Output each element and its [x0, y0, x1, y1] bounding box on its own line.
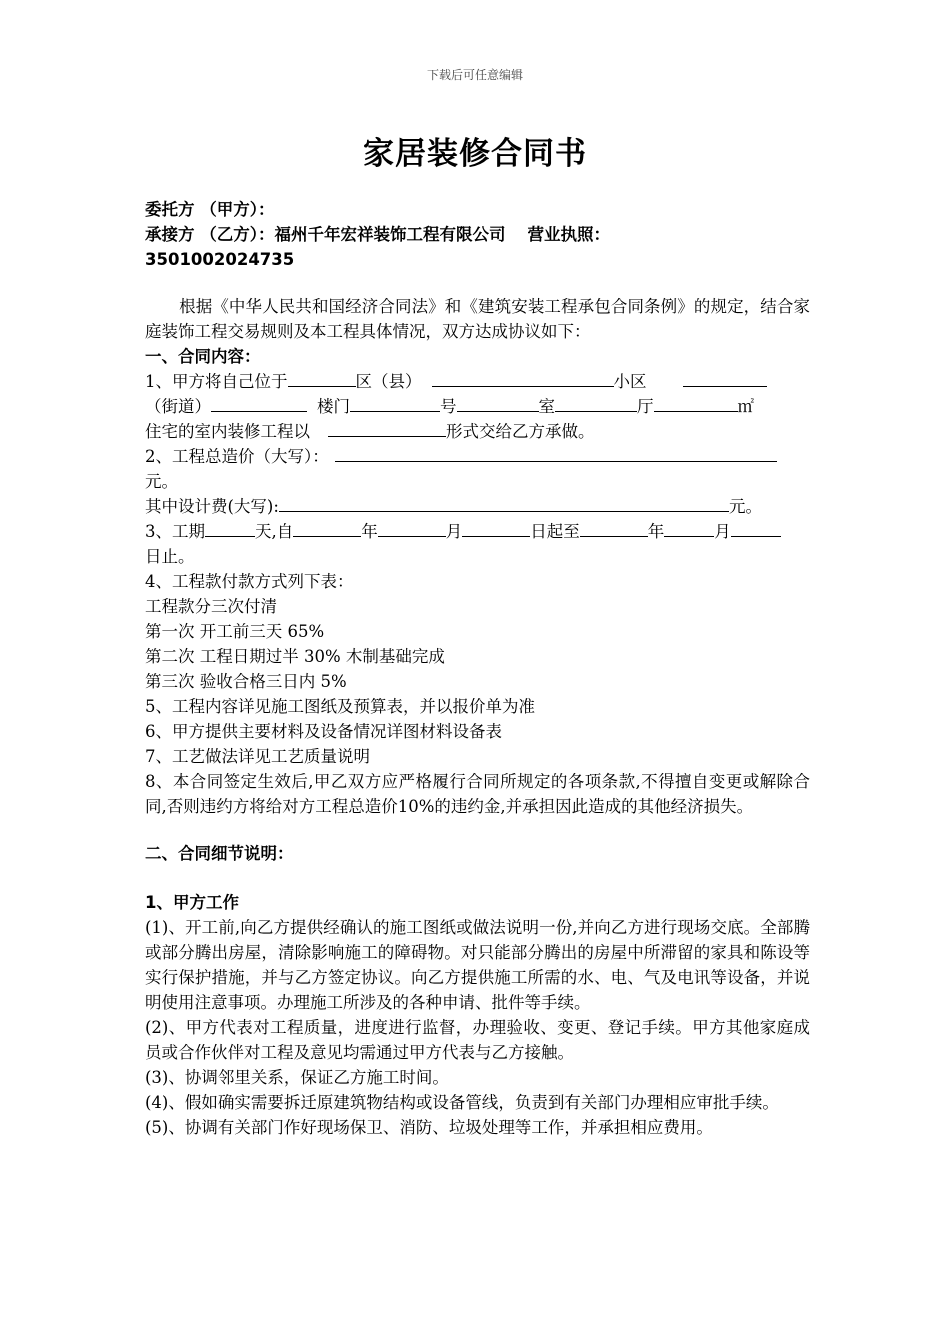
section1-heading: 一、合同内容：	[145, 347, 261, 366]
design-fee-label: 其中设计费(大写):	[145, 497, 279, 516]
item1-text: （街道）	[145, 397, 211, 416]
item1-text: 号	[440, 397, 457, 416]
item1-text: 区（县）	[355, 372, 422, 391]
item2-line1	[145, 444, 810, 469]
item1-text: 楼门	[317, 397, 350, 416]
blank-start-year	[293, 519, 361, 537]
blank-community	[432, 369, 614, 387]
payment-heading: 4、工程款付款方式列下表：	[145, 572, 354, 591]
blank-start-day	[462, 519, 530, 537]
period-text: 年	[647, 522, 665, 541]
payment-row: 第一次 开工前三天 65%	[145, 622, 325, 641]
blank-days	[205, 519, 255, 537]
blank-design-fee	[279, 494, 729, 512]
design-fee-unit: 元。	[728, 497, 762, 516]
blank-room	[555, 394, 637, 412]
period-text: 月	[714, 522, 731, 541]
intro-paragraph	[145, 294, 810, 344]
party-a-item: (3)、协调邻里关系，保证乙方施工时间。	[145, 1068, 449, 1087]
blank-hall	[654, 394, 738, 412]
header-note: 下载后可任意编辑	[426, 68, 523, 82]
intro-text: 根据《中华人民共和国经济合同法》和《建筑安装工程承包合同条例》的规定，结合家庭装饰工程交易规则及本工程具体情况，双方达成协议如下：	[145, 297, 810, 341]
item1-text: 住宅的室内装修工程以	[145, 422, 310, 441]
party-a-item: (5)、协调有关部门作好现场保卫、消防、垃圾处理等工作，并承担相应费用。	[145, 1118, 713, 1137]
item1-text: 形式交给乙方承做。	[446, 422, 595, 441]
item1-text: 1、甲方将自己位于	[145, 372, 288, 391]
period-text: 年	[361, 522, 378, 541]
period-text: 3、工期	[145, 522, 205, 541]
blank-end-day	[731, 519, 781, 537]
contractor-line	[145, 222, 810, 247]
item1-line1	[145, 369, 810, 394]
list-item: 7、工艺做法详见工艺质量说明	[145, 747, 370, 766]
blank-number	[457, 394, 539, 412]
blank-start-month	[378, 519, 446, 537]
item3-end: 日止。	[145, 547, 195, 566]
item1-line3	[145, 419, 810, 444]
item2-unit: 元。	[145, 472, 178, 491]
party-a-item: (4)、假如确实需要拆迁原建筑物结构或设备管线，负责到有关部门办理相应审批手续。	[145, 1093, 779, 1112]
page-title: 家居装修合同书	[363, 136, 587, 172]
list-item: 6、甲方提供主要材料及设备情况详图材料设备表	[145, 722, 502, 741]
total-price-label: 2、工程总造价（大写）：	[145, 447, 329, 466]
party-a-item: (1)、开工前,向乙方提供经确认的施工图纸或做法说明一份,并向乙方进行现场交底。全部腾或部分腾出房屋，清除影响施工的障碍物。对只能部分腾出的房屋中所滞留的家具和陈设等实行保护措施，并与乙方签定协议。向乙方提供施工所需的水、电、气及电讯等设备，并说明使用注意事项。办理施工所涉及的各种申请、批件等手续。	[145, 918, 810, 1012]
party-a-work-heading: 1、甲方工作	[145, 893, 239, 912]
blank-total-price	[335, 444, 777, 462]
blank-street-name	[211, 394, 307, 412]
item1-line2	[145, 394, 810, 419]
party-a-item: (2)、甲方代表对工程质量，进度进行监督，办理验收、变更、登记手续。甲方其他家庭成员或合作伙伴对工程及意见均需通过甲方代表与乙方接触。	[145, 1018, 810, 1062]
payment-row: 第三次 验收合格三日内 5%	[145, 672, 347, 691]
contractor-name: 福州千年宏祥装饰工程有限公司	[274, 225, 506, 244]
blank-building	[350, 394, 440, 412]
section2-heading: 二、合同细节说明：	[145, 844, 294, 863]
payment-row: 第二次 工程日期过半 30% 木制基础完成	[145, 647, 445, 666]
blank-district	[288, 369, 356, 387]
period-text: 月	[445, 522, 463, 541]
design-fee-line	[145, 494, 810, 519]
period-text: 天,自	[255, 522, 294, 541]
blank-form	[328, 419, 446, 437]
period-text: 日起至	[530, 522, 580, 541]
license-number: 3501002024735	[145, 250, 295, 269]
payment-summary: 工程款分三次付清	[145, 597, 277, 616]
list-item: 5、工程内容详见施工图纸及预算表，并以报价单为准	[145, 697, 535, 716]
item1-text: 厅	[637, 397, 654, 416]
item1-text: ㎡	[737, 397, 754, 416]
item3-line1	[145, 519, 810, 544]
blank-end-month	[664, 519, 714, 537]
item1-text: 室	[538, 397, 555, 416]
blank-end-year	[580, 519, 648, 537]
item1-text: 小区	[613, 372, 647, 391]
contractor-label: 承接方 （乙方）：	[145, 225, 275, 244]
item8-paragraph: 8、本合同签定生效后,甲乙双方应严格履行合同所规定的各项条款,不得擅自变更或解除合同,否则违约方将给对方工程总造价10%的违约金,并承担因此造成的其他经济损失。	[145, 772, 810, 816]
contract-body	[145, 197, 810, 1140]
blank-street	[683, 369, 767, 387]
license-label: 营业执照：	[527, 225, 610, 244]
client-line: 委托方 （甲方）：	[145, 200, 275, 219]
